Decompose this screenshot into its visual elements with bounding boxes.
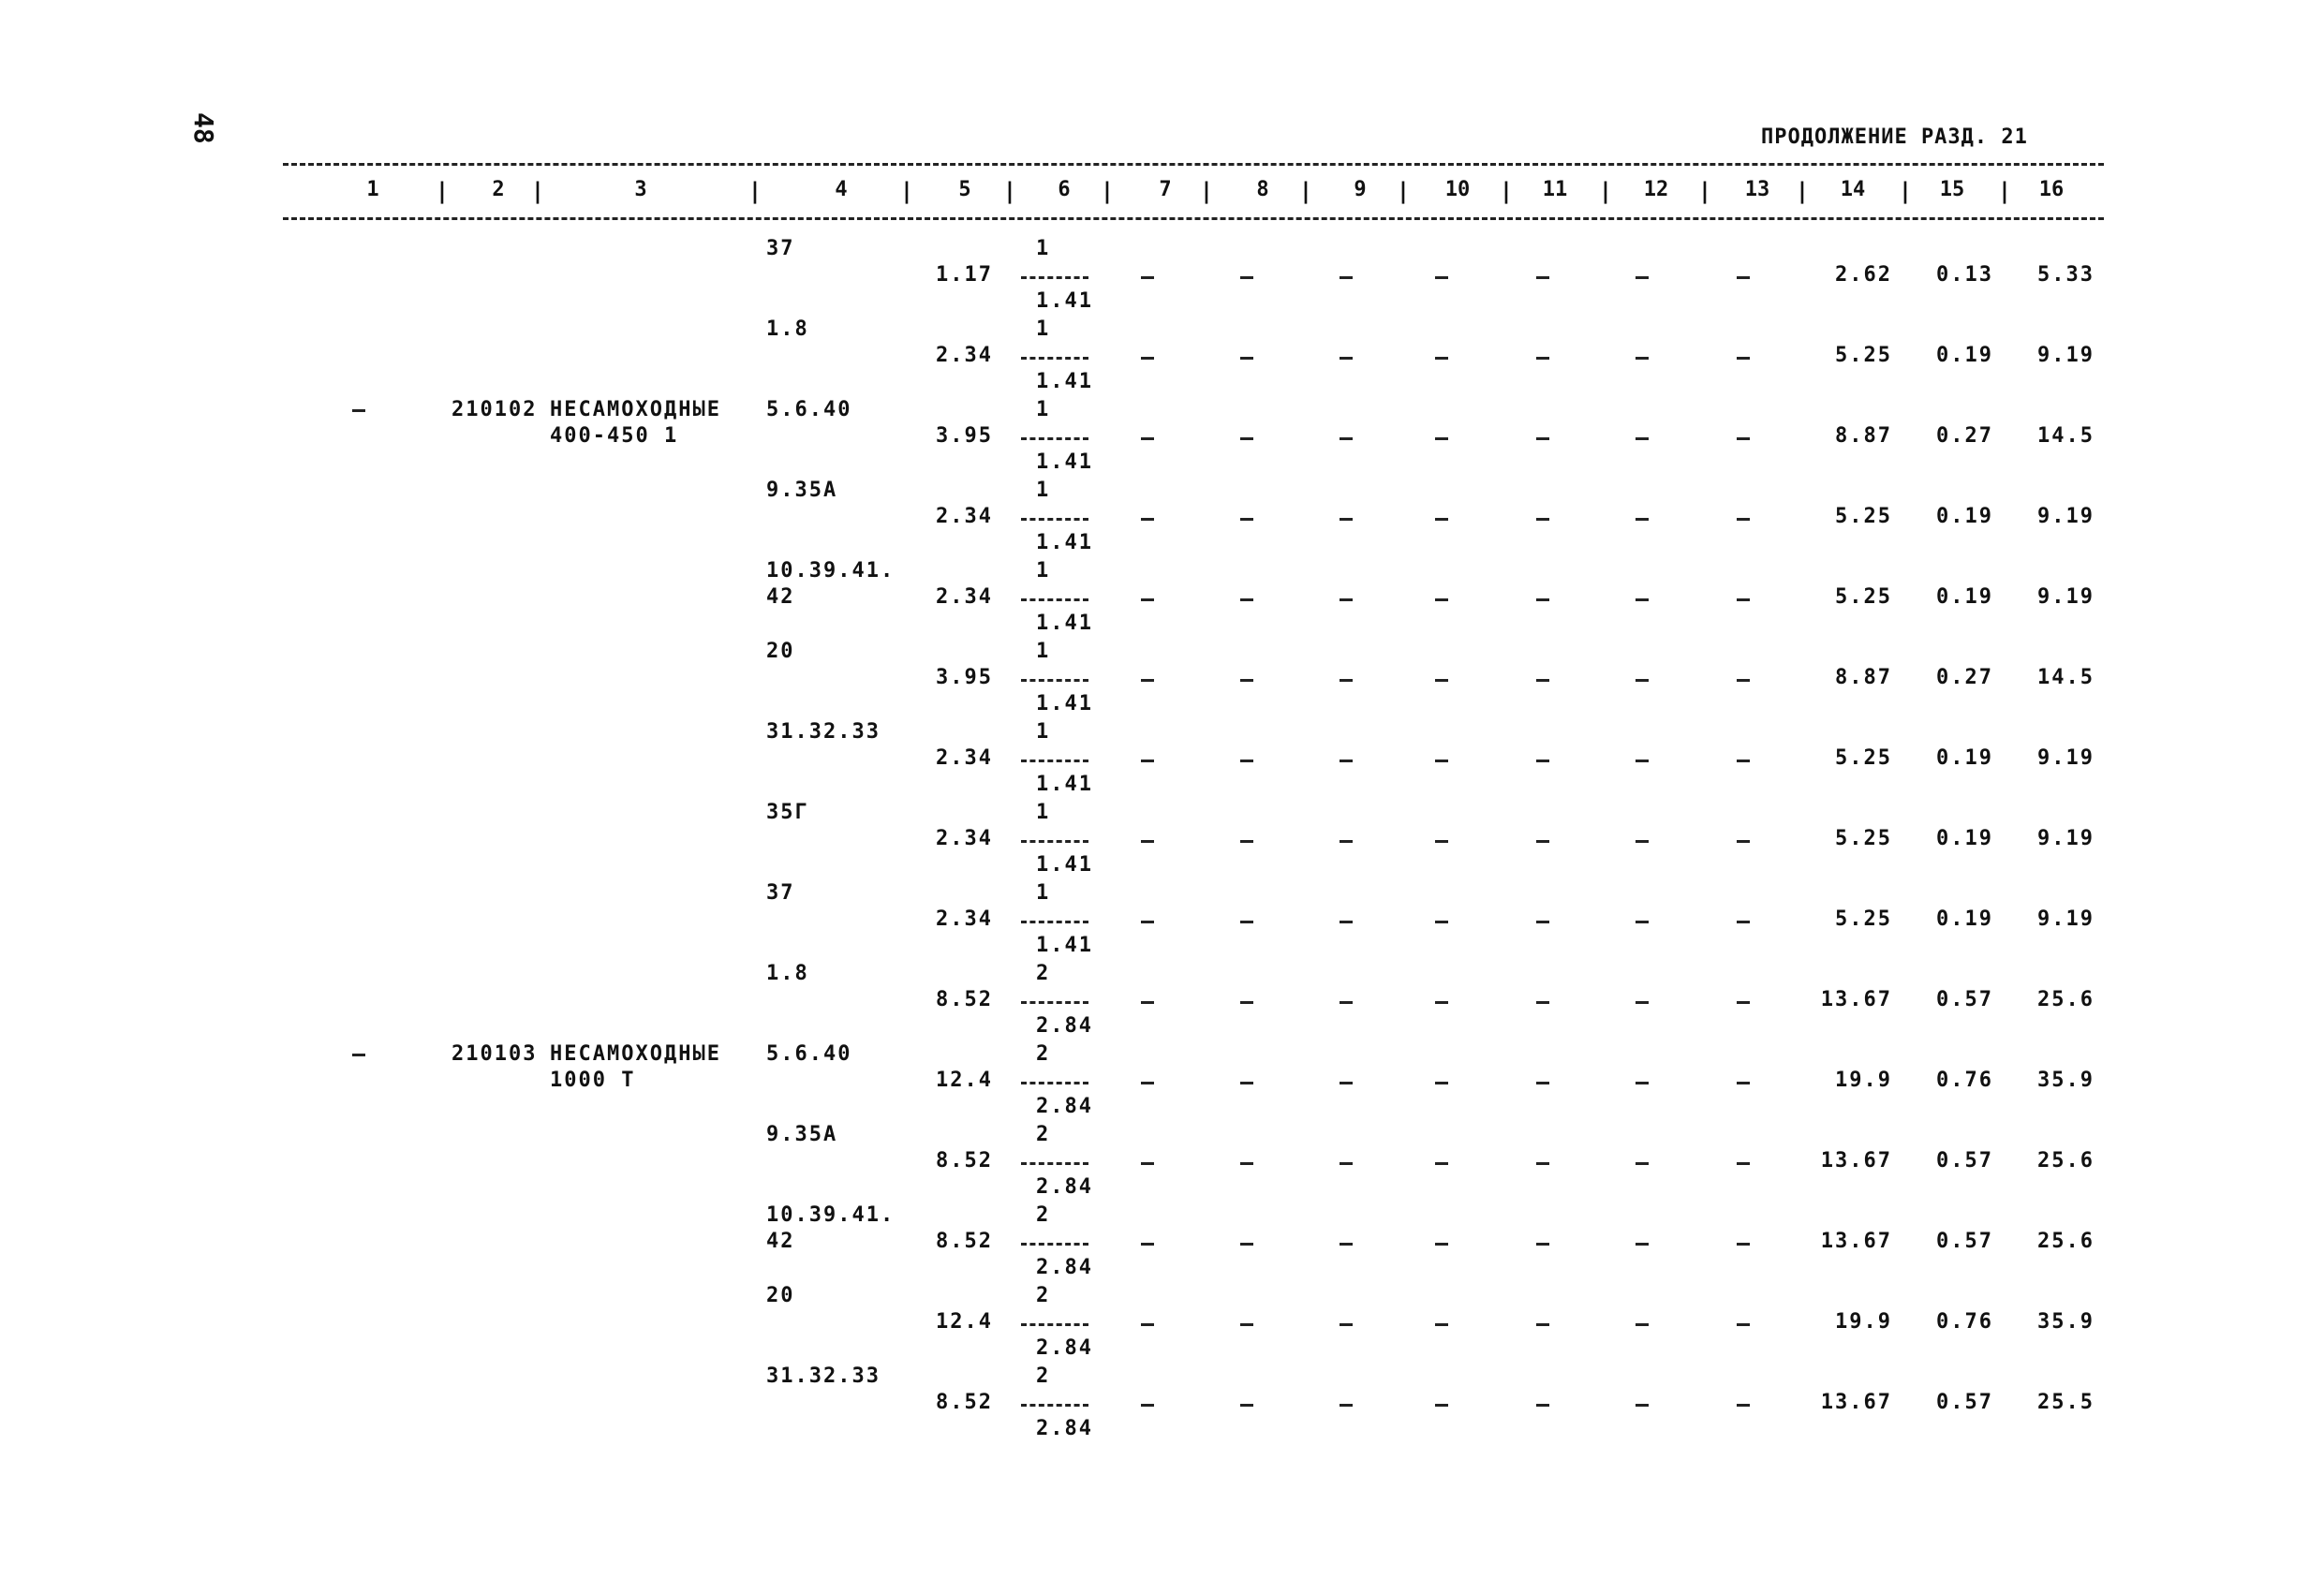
fraction-bar (1021, 760, 1088, 762)
empty-cell-dash (1737, 1001, 1750, 1004)
empty-cell-dash (1636, 1001, 1649, 1004)
column-separator: | (1298, 178, 1313, 204)
empty-cell-dash (1636, 518, 1649, 521)
mark-column4: 31.32.33 (766, 1364, 881, 1388)
value-column5: 3.95 (936, 424, 993, 448)
empty-cell-dash (1536, 679, 1549, 682)
empty-cell-dash (1636, 357, 1649, 360)
value-column14: 5.25 (1835, 505, 1892, 528)
item-code: 210103 (451, 1042, 538, 1066)
empty-cell-dash (1737, 760, 1750, 762)
value-column15: 0.76 (1936, 1310, 1993, 1334)
mark-column4: 9.35А (766, 1123, 838, 1146)
value-column15: 0.19 (1936, 907, 1993, 931)
value-column16: 9.19 (2037, 505, 2095, 528)
empty-cell-dash (1240, 1001, 1253, 1004)
value-column16: 35.9 (2037, 1310, 2095, 1334)
fraction-denominator: 1.41 (1036, 450, 1093, 474)
column-separator: | (1002, 178, 1017, 204)
value-column14: 13.67 (1820, 1149, 1892, 1173)
column-header-10: 10 (1444, 178, 1471, 201)
value-column16: 9.19 (2037, 907, 2095, 931)
fraction-numerator: 2 (1036, 1203, 1051, 1227)
empty-cell-dash (1340, 1001, 1353, 1004)
mark-column4-cont: 42 (766, 1230, 795, 1253)
value-column15: 0.19 (1936, 746, 1993, 770)
fraction-bar (1021, 518, 1088, 521)
column-header-2: 2 (492, 178, 505, 201)
value-column5: 2.34 (936, 344, 993, 367)
fraction-denominator: 2.84 (1036, 1417, 1093, 1440)
empty-cell-dash (1141, 598, 1154, 601)
empty-cell-dash (1737, 1082, 1750, 1084)
fraction-numerator: 1 (1036, 479, 1051, 502)
fraction-numerator: 1 (1036, 237, 1051, 260)
empty-cell-dash (1240, 598, 1253, 601)
value-column16: 25.5 (2037, 1391, 2095, 1414)
item-name-line2: 400-450 1 (550, 424, 679, 448)
fraction-denominator: 1.41 (1036, 934, 1093, 957)
value-column15: 0.76 (1936, 1069, 1993, 1092)
fraction-denominator: 2.84 (1036, 1336, 1093, 1360)
fraction-bar (1021, 1001, 1088, 1004)
value-column5: 2.34 (936, 907, 993, 931)
empty-cell-dash (1435, 1001, 1448, 1004)
item-name-line1: НЕСАМОХОДНЫЕ (550, 398, 721, 421)
column-header-3: 3 (634, 178, 647, 201)
column-header-1: 1 (366, 178, 379, 201)
fraction-numerator: 1 (1036, 801, 1051, 824)
empty-cell-dash (1636, 1162, 1649, 1165)
item-name-line2: 1000 Т (550, 1069, 636, 1092)
value-column5: 2.34 (936, 585, 993, 609)
value-column5: 1.17 (936, 263, 993, 287)
item-code: 210102 (451, 398, 538, 421)
fraction-numerator: 1 (1036, 720, 1051, 744)
fraction-bar (1021, 1243, 1088, 1246)
column-separator: | (1898, 178, 1913, 204)
empty-cell-dash (1737, 921, 1750, 923)
fraction-bar (1021, 679, 1088, 682)
empty-cell-dash (1435, 276, 1448, 279)
fraction-denominator: 2.84 (1036, 1175, 1093, 1199)
value-column15: 0.19 (1936, 585, 1993, 609)
empty-cell-dash (1536, 518, 1549, 521)
fraction-bar (1021, 357, 1088, 360)
column-separator: | (1100, 178, 1115, 204)
empty-cell-dash (1340, 760, 1353, 762)
empty-cell-dash (1141, 679, 1154, 682)
empty-cell-dash (1141, 1082, 1154, 1084)
value-column14: 5.25 (1835, 344, 1892, 367)
empty-cell-dash (1240, 760, 1253, 762)
mark-column4: 10.39.41. (766, 1203, 896, 1227)
column-header-11: 11 (1542, 178, 1568, 201)
value-column16: 14.5 (2037, 666, 2095, 689)
value-column16: 9.19 (2037, 827, 2095, 850)
value-column14: 2.62 (1835, 263, 1892, 287)
value-column15: 0.57 (1936, 988, 1993, 1011)
empty-cell-dash (1240, 1082, 1253, 1084)
value-column5: 8.52 (936, 1230, 993, 1253)
value-column14: 13.67 (1820, 988, 1892, 1011)
empty-cell-dash (1636, 276, 1649, 279)
fraction-bar (1021, 1323, 1088, 1326)
empty-cell-dash (1340, 598, 1353, 601)
empty-cell-dash (1435, 1404, 1448, 1407)
column-header-7: 7 (1159, 178, 1172, 201)
empty-cell-dash (1435, 518, 1448, 521)
empty-cell-dash (1435, 840, 1448, 843)
group-dash (352, 409, 365, 412)
empty-cell-dash (1435, 1162, 1448, 1165)
value-column15: 0.57 (1936, 1391, 1993, 1414)
empty-cell-dash (1536, 276, 1549, 279)
value-column14: 5.25 (1835, 907, 1892, 931)
column-header-6: 6 (1058, 178, 1071, 201)
mark-column4: 37 (766, 881, 795, 905)
fraction-bar (1021, 1404, 1088, 1407)
column-separator: | (1795, 178, 1810, 204)
empty-cell-dash (1141, 840, 1154, 843)
mark-column4: 20 (766, 1284, 795, 1307)
fraction-denominator: 1.41 (1036, 773, 1093, 796)
empty-cell-dash (1141, 276, 1154, 279)
value-column5: 2.34 (936, 746, 993, 770)
column-separator: | (748, 178, 762, 204)
empty-cell-dash (1636, 598, 1649, 601)
value-column5: 8.52 (936, 1149, 993, 1173)
column-separator: | (435, 178, 450, 204)
empty-cell-dash (1240, 518, 1253, 521)
fraction-denominator: 1.41 (1036, 612, 1093, 635)
empty-cell-dash (1340, 437, 1353, 440)
empty-cell-dash (1737, 1243, 1750, 1246)
empty-cell-dash (1141, 921, 1154, 923)
fraction-numerator: 2 (1036, 1284, 1051, 1307)
empty-cell-dash (1240, 679, 1253, 682)
empty-cell-dash (1636, 1323, 1649, 1326)
header-top-rule (283, 163, 2104, 166)
column-header-4: 4 (835, 178, 848, 201)
mark-column4: 10.39.41. (766, 559, 896, 583)
value-column14: 5.25 (1835, 585, 1892, 609)
value-column15: 0.19 (1936, 344, 1993, 367)
empty-cell-dash (1340, 1162, 1353, 1165)
empty-cell-dash (1240, 1404, 1253, 1407)
mark-column4: 1.8 (766, 962, 809, 985)
empty-cell-dash (1435, 1082, 1448, 1084)
empty-cell-dash (1536, 1162, 1549, 1165)
empty-cell-dash (1141, 357, 1154, 360)
value-column15: 0.27 (1936, 424, 1993, 448)
value-column15: 0.13 (1936, 263, 1993, 287)
fraction-numerator: 2 (1036, 1364, 1051, 1388)
value-column5: 12.4 (936, 1069, 993, 1092)
fraction-bar (1021, 921, 1088, 923)
fraction-numerator: 1 (1036, 398, 1051, 421)
empty-cell-dash (1141, 1404, 1154, 1407)
page-number: 48 (188, 112, 219, 144)
empty-cell-dash (1536, 840, 1549, 843)
empty-cell-dash (1141, 1162, 1154, 1165)
empty-cell-dash (1536, 437, 1549, 440)
empty-cell-dash (1340, 1404, 1353, 1407)
mark-column4: 20 (766, 640, 795, 663)
fraction-numerator: 2 (1036, 1042, 1051, 1066)
empty-cell-dash (1536, 1082, 1549, 1084)
value-column16: 5.33 (2037, 263, 2095, 287)
empty-cell-dash (1737, 437, 1750, 440)
value-column14: 5.25 (1835, 827, 1892, 850)
fraction-numerator: 1 (1036, 317, 1051, 341)
empty-cell-dash (1636, 437, 1649, 440)
empty-cell-dash (1340, 1082, 1353, 1084)
value-column16: 35.9 (2037, 1069, 2095, 1092)
fraction-numerator: 1 (1036, 881, 1051, 905)
value-column15: 0.57 (1936, 1230, 1993, 1253)
empty-cell-dash (1240, 840, 1253, 843)
empty-cell-dash (1340, 518, 1353, 521)
empty-cell-dash (1737, 679, 1750, 682)
empty-cell-dash (1240, 437, 1253, 440)
empty-cell-dash (1435, 357, 1448, 360)
empty-cell-dash (1536, 1404, 1549, 1407)
empty-cell-dash (1435, 437, 1448, 440)
column-separator: | (1199, 178, 1214, 204)
group-dash (352, 1054, 365, 1056)
column-separator: | (1997, 178, 2012, 204)
empty-cell-dash (1737, 1404, 1750, 1407)
fraction-denominator: 2.84 (1036, 1095, 1093, 1118)
fraction-bar (1021, 1162, 1088, 1165)
empty-cell-dash (1536, 760, 1549, 762)
mark-column4: 31.32.33 (766, 720, 881, 744)
column-header-12: 12 (1643, 178, 1669, 201)
empty-cell-dash (1737, 1323, 1750, 1326)
column-header-14: 14 (1840, 178, 1866, 201)
empty-cell-dash (1536, 1243, 1549, 1246)
value-column16: 14.5 (2037, 424, 2095, 448)
column-header-9: 9 (1354, 178, 1367, 201)
fraction-bar (1021, 598, 1088, 601)
mark-column4-cont: 42 (766, 585, 795, 609)
empty-cell-dash (1536, 598, 1549, 601)
fraction-denominator: 2.84 (1036, 1014, 1093, 1038)
empty-cell-dash (1240, 1162, 1253, 1165)
empty-cell-dash (1340, 679, 1353, 682)
empty-cell-dash (1141, 1001, 1154, 1004)
column-separator: | (1396, 178, 1411, 204)
value-column14: 13.67 (1820, 1230, 1892, 1253)
empty-cell-dash (1340, 1323, 1353, 1326)
empty-cell-dash (1737, 357, 1750, 360)
empty-cell-dash (1536, 921, 1549, 923)
empty-cell-dash (1737, 276, 1750, 279)
running-header: ПРОДОЛЖЕНИЕ РАЗД. 21 (1761, 125, 2028, 149)
value-column16: 25.6 (2037, 1149, 2095, 1173)
empty-cell-dash (1141, 1323, 1154, 1326)
fraction-denominator: 1.41 (1036, 692, 1093, 715)
empty-cell-dash (1340, 276, 1353, 279)
empty-cell-dash (1141, 1243, 1154, 1246)
mark-column4: 37 (766, 237, 795, 260)
empty-cell-dash (1636, 921, 1649, 923)
value-column14: 13.67 (1820, 1391, 1892, 1414)
empty-cell-dash (1240, 921, 1253, 923)
empty-cell-dash (1240, 1243, 1253, 1246)
fraction-numerator: 1 (1036, 640, 1051, 663)
empty-cell-dash (1435, 598, 1448, 601)
value-column16: 9.19 (2037, 746, 2095, 770)
value-column5: 2.34 (936, 827, 993, 850)
fraction-denominator: 1.41 (1036, 853, 1093, 877)
column-header-5: 5 (958, 178, 971, 201)
fraction-bar (1021, 1082, 1088, 1084)
empty-cell-dash (1141, 437, 1154, 440)
value-column14: 5.25 (1835, 746, 1892, 770)
empty-cell-dash (1536, 1323, 1549, 1326)
mark-column4: 5.6.40 (766, 398, 852, 421)
value-column5: 12.4 (936, 1310, 993, 1334)
fraction-denominator: 1.41 (1036, 531, 1093, 554)
value-column16: 9.19 (2037, 344, 2095, 367)
fraction-numerator: 1 (1036, 559, 1051, 583)
column-separator: | (1598, 178, 1613, 204)
fraction-bar (1021, 276, 1088, 279)
empty-cell-dash (1141, 518, 1154, 521)
empty-cell-dash (1340, 357, 1353, 360)
column-header-13: 13 (1744, 178, 1770, 201)
empty-cell-dash (1636, 840, 1649, 843)
value-column15: 0.57 (1936, 1149, 1993, 1173)
value-column16: 25.6 (2037, 1230, 2095, 1253)
column-separator: | (899, 178, 914, 204)
value-column15: 0.19 (1936, 505, 1993, 528)
fraction-numerator: 2 (1036, 1123, 1051, 1146)
value-column5: 8.52 (936, 988, 993, 1011)
mark-column4: 35Г (766, 801, 809, 824)
empty-cell-dash (1435, 921, 1448, 923)
empty-cell-dash (1536, 357, 1549, 360)
empty-cell-dash (1435, 760, 1448, 762)
value-column15: 0.27 (1936, 666, 1993, 689)
empty-cell-dash (1435, 1243, 1448, 1246)
empty-cell-dash (1240, 276, 1253, 279)
empty-cell-dash (1636, 679, 1649, 682)
column-header-16: 16 (2038, 178, 2065, 201)
empty-cell-dash (1636, 1082, 1649, 1084)
value-column5: 8.52 (936, 1391, 993, 1414)
column-separator: | (1697, 178, 1712, 204)
column-separator: | (1499, 178, 1514, 204)
empty-cell-dash (1737, 598, 1750, 601)
fraction-bar (1021, 840, 1088, 843)
empty-cell-dash (1636, 760, 1649, 762)
fraction-denominator: 1.41 (1036, 370, 1093, 393)
empty-cell-dash (1240, 1323, 1253, 1326)
value-column16: 25.6 (2037, 988, 2095, 1011)
fraction-denominator: 1.41 (1036, 289, 1093, 313)
empty-cell-dash (1435, 679, 1448, 682)
empty-cell-dash (1340, 840, 1353, 843)
mark-column4: 1.8 (766, 317, 809, 341)
value-column5: 3.95 (936, 666, 993, 689)
value-column15: 0.19 (1936, 827, 1993, 850)
empty-cell-dash (1340, 921, 1353, 923)
empty-cell-dash (1340, 1243, 1353, 1246)
value-column14: 8.87 (1835, 666, 1892, 689)
fraction-bar (1021, 437, 1088, 440)
empty-cell-dash (1536, 1001, 1549, 1004)
header-bottom-rule (283, 217, 2104, 220)
value-column14: 8.87 (1835, 424, 1892, 448)
empty-cell-dash (1636, 1243, 1649, 1246)
empty-cell-dash (1141, 760, 1154, 762)
empty-cell-dash (1636, 1404, 1649, 1407)
empty-cell-dash (1435, 1323, 1448, 1326)
column-header-15: 15 (1939, 178, 1965, 201)
fraction-denominator: 2.84 (1036, 1256, 1093, 1279)
fraction-numerator: 2 (1036, 962, 1051, 985)
value-column14: 19.9 (1835, 1069, 1892, 1092)
value-column16: 9.19 (2037, 585, 2095, 609)
column-header-8: 8 (1256, 178, 1269, 201)
empty-cell-dash (1737, 518, 1750, 521)
value-column14: 19.9 (1835, 1310, 1892, 1334)
empty-cell-dash (1737, 840, 1750, 843)
mark-column4: 9.35А (766, 479, 838, 502)
empty-cell-dash (1240, 357, 1253, 360)
column-separator: | (530, 178, 545, 204)
mark-column4: 5.6.40 (766, 1042, 852, 1066)
value-column5: 2.34 (936, 505, 993, 528)
item-name-line1: НЕСАМОХОДНЫЕ (550, 1042, 721, 1066)
empty-cell-dash (1737, 1162, 1750, 1165)
